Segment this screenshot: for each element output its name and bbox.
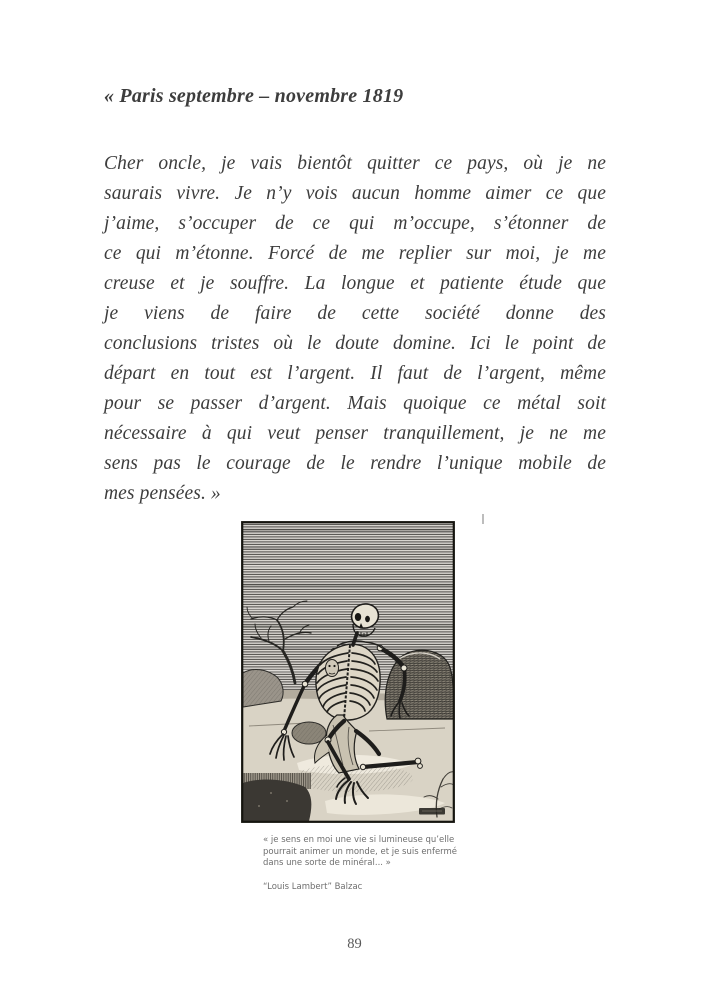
body-line: pour se passer d’argent. Mais quoique ce métal soit <box>104 393 606 414</box>
body-line: saurais vivre. Je n’y vois aucun homme aimer ce que <box>104 183 606 204</box>
body-line: conclusions tristes où le doute domine. Ici le point de <box>104 333 606 354</box>
body-line: j’aime, s’occuper de ce qui m’occupe, s’étonner de <box>104 213 606 234</box>
caption-line: dans une sorte de minéral... » <box>263 858 391 868</box>
caption-attribution: “Louis Lambert” Balzac <box>263 881 363 892</box>
skeleton-engraving <box>241 521 455 823</box>
body-line: mes pensées. » <box>104 483 221 504</box>
page-number: 89 <box>347 936 362 952</box>
engraver-mark <box>419 808 445 815</box>
skeleton-engraving-svg <box>241 521 455 823</box>
body-line: ce qui m’étonne. Forcé de me replier sur moi, je me <box>104 243 606 264</box>
body-line: Cher oncle, je vais bientôt quitter ce pays, où je ne <box>104 153 606 174</box>
body-line: départ en tout est l’argent. Il faut de l’argent, même <box>104 363 606 384</box>
body-line: sens pas le courage de le rendre l’unique mobile de <box>104 453 606 474</box>
caption-line: pourrait animer un monde, et je suis enfermé <box>263 846 458 857</box>
body-line: nécessaire à qui veut penser tranquillement, je ne me <box>104 423 606 444</box>
body-line: je viens de faire de cette société donne des <box>104 303 606 324</box>
small-face-in-chest <box>326 660 339 677</box>
page-title: « Paris septembre – novembre 1819 <box>104 85 404 107</box>
body-line: creuse et je souffre. La longue et patiente étude que <box>104 273 606 294</box>
caption-line: « je sens en moi une vie si lumineuse qu’elle <box>263 835 455 845</box>
figure-caption <box>263 835 473 892</box>
letter-text-block <box>104 84 606 509</box>
stray-mark <box>482 514 484 524</box>
letter-body <box>104 149 606 509</box>
caption-lines <box>263 835 473 870</box>
